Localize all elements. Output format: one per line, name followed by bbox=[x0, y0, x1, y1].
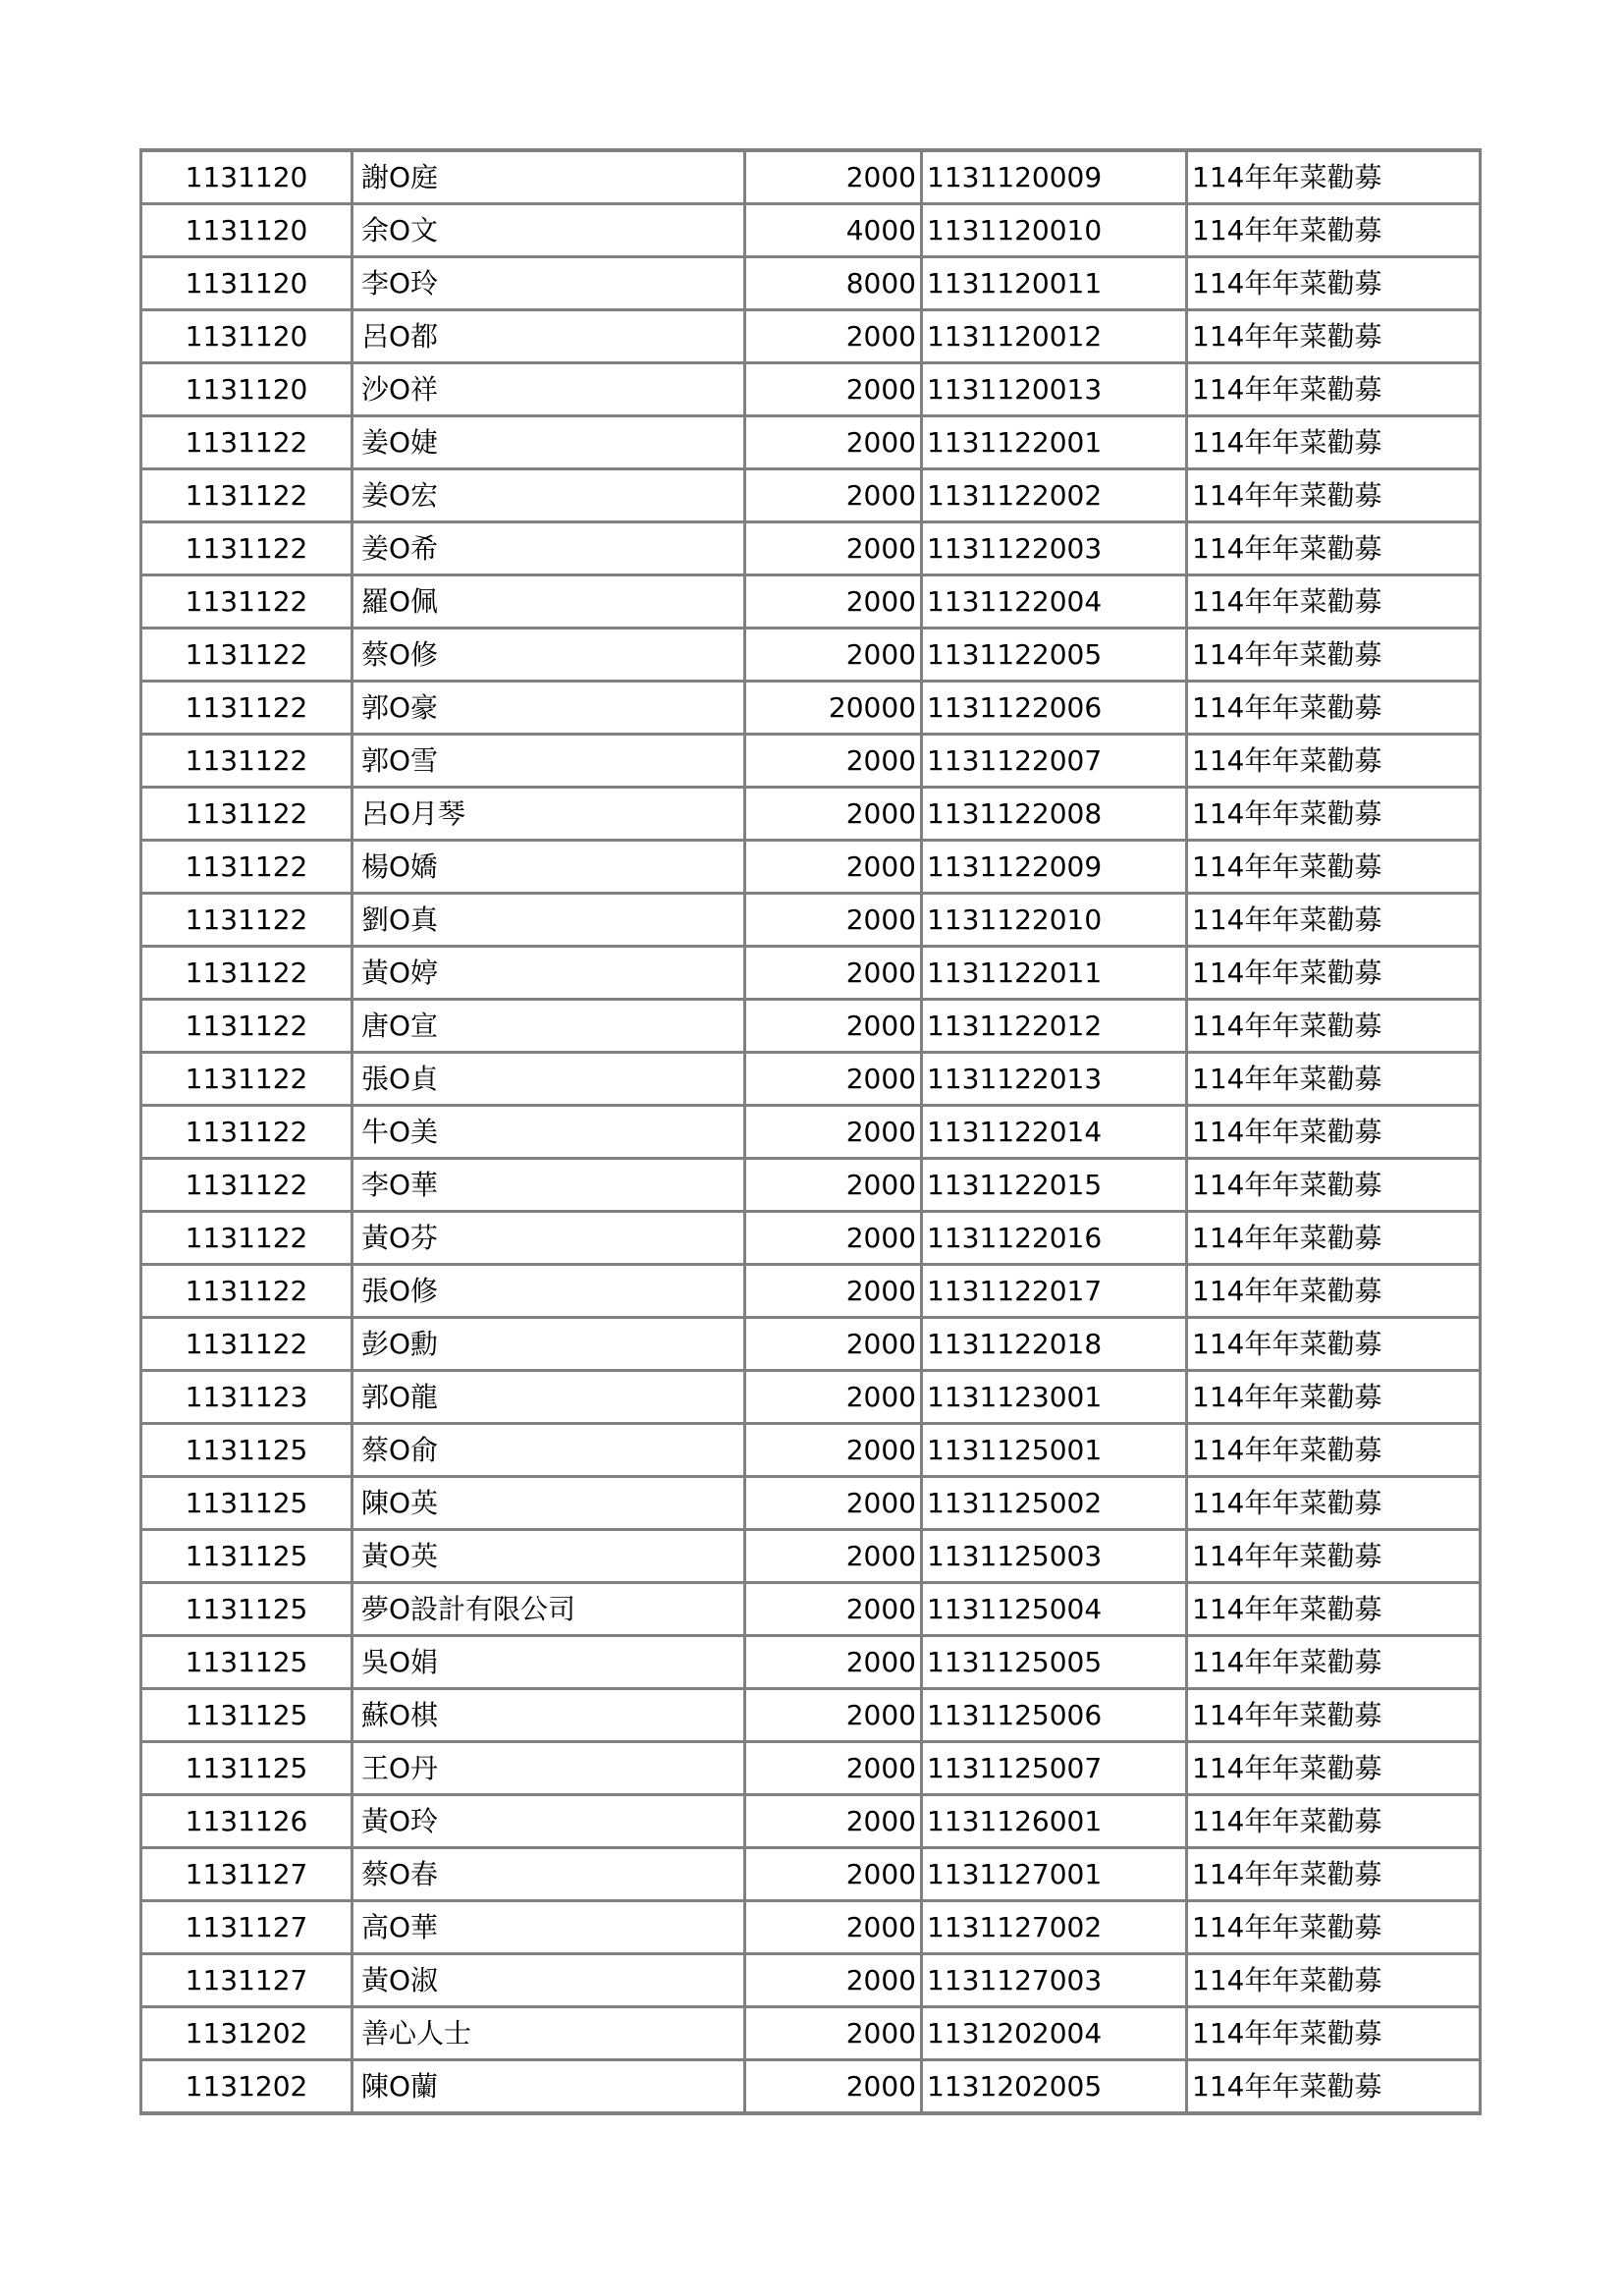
amount-cell: 2000 bbox=[745, 1530, 922, 1583]
date-cell: 1131127 bbox=[141, 1954, 352, 2007]
donor-name-cell: 吳O娟 bbox=[352, 1636, 745, 1689]
amount-cell: 2000 bbox=[745, 1901, 922, 1954]
date-cell: 1131122 bbox=[141, 1106, 352, 1159]
donor-name-cell: 郭O雪 bbox=[352, 735, 745, 788]
purpose-cell: 114年年菜勸募 bbox=[1187, 1636, 1481, 1689]
donor-name-cell: 李O玲 bbox=[352, 257, 745, 310]
donor-name-cell: 劉O真 bbox=[352, 894, 745, 947]
table-row bbox=[141, 1000, 1481, 1053]
date-cell: 1131122 bbox=[141, 416, 352, 469]
table-row bbox=[141, 1159, 1481, 1212]
table-row bbox=[141, 894, 1481, 947]
table-row bbox=[141, 1371, 1481, 1424]
date-cell: 1131126 bbox=[141, 1795, 352, 1848]
amount-cell: 2000 bbox=[745, 1212, 922, 1265]
donor-name-cell: 王O丹 bbox=[352, 1742, 745, 1795]
donor-name-cell: 沙O祥 bbox=[352, 363, 745, 416]
purpose-cell: 114年年菜勸募 bbox=[1187, 363, 1481, 416]
receipt-number-cell: 1131122014 bbox=[922, 1106, 1187, 1159]
table-row bbox=[141, 1795, 1481, 1848]
date-cell: 1131202 bbox=[141, 2060, 352, 2114]
amount-cell: 2000 bbox=[745, 1053, 922, 1106]
amount-cell: 2000 bbox=[745, 947, 922, 1000]
donation-table-body bbox=[141, 150, 1481, 2113]
donor-name-cell: 李O華 bbox=[352, 1159, 745, 1212]
table-row bbox=[141, 1106, 1481, 1159]
receipt-number-cell: 1131123001 bbox=[922, 1371, 1187, 1424]
amount-cell: 2000 bbox=[745, 1371, 922, 1424]
table-row bbox=[141, 1901, 1481, 1954]
date-cell: 1131122 bbox=[141, 469, 352, 522]
purpose-cell: 114年年菜勸募 bbox=[1187, 257, 1481, 310]
table-row bbox=[141, 363, 1481, 416]
donor-name-cell: 高O華 bbox=[352, 1901, 745, 1954]
table-row bbox=[141, 469, 1481, 522]
amount-cell: 2000 bbox=[745, 894, 922, 947]
receipt-number-cell: 1131122004 bbox=[922, 575, 1187, 629]
amount-cell: 2000 bbox=[745, 363, 922, 416]
purpose-cell: 114年年菜勸募 bbox=[1187, 788, 1481, 841]
amount-cell: 2000 bbox=[745, 575, 922, 629]
table-row bbox=[141, 522, 1481, 575]
donor-name-cell: 姜O希 bbox=[352, 522, 745, 575]
donor-name-cell: 唐O宣 bbox=[352, 1000, 745, 1053]
purpose-cell: 114年年菜勸募 bbox=[1187, 310, 1481, 363]
purpose-cell: 114年年菜勸募 bbox=[1187, 416, 1481, 469]
date-cell: 1131122 bbox=[141, 788, 352, 841]
receipt-number-cell: 1131122016 bbox=[922, 1212, 1187, 1265]
amount-cell: 4000 bbox=[745, 204, 922, 257]
purpose-cell: 114年年菜勸募 bbox=[1187, 1477, 1481, 1530]
table-row bbox=[141, 1212, 1481, 1265]
date-cell: 1131122 bbox=[141, 629, 352, 682]
donor-name-cell: 郭O龍 bbox=[352, 1371, 745, 1424]
table-row bbox=[141, 841, 1481, 894]
amount-cell: 2000 bbox=[745, 416, 922, 469]
donor-name-cell: 張O修 bbox=[352, 1265, 745, 1318]
receipt-number-cell: 1131120012 bbox=[922, 310, 1187, 363]
donor-name-cell: 謝O庭 bbox=[352, 150, 745, 204]
amount-cell: 2000 bbox=[745, 1795, 922, 1848]
table-row bbox=[141, 682, 1481, 735]
table-row bbox=[141, 416, 1481, 469]
date-cell: 1131122 bbox=[141, 522, 352, 575]
purpose-cell: 114年年菜勸募 bbox=[1187, 1795, 1481, 1848]
amount-cell: 2000 bbox=[745, 1583, 922, 1636]
date-cell: 1131122 bbox=[141, 1159, 352, 1212]
date-cell: 1131122 bbox=[141, 947, 352, 1000]
table-row bbox=[141, 2007, 1481, 2060]
purpose-cell: 114年年菜勸募 bbox=[1187, 1689, 1481, 1742]
donor-name-cell: 黃O芬 bbox=[352, 1212, 745, 1265]
amount-cell: 2000 bbox=[745, 2060, 922, 2114]
purpose-cell: 114年年菜勸募 bbox=[1187, 1742, 1481, 1795]
date-cell: 1131123 bbox=[141, 1371, 352, 1424]
receipt-number-cell: 1131126001 bbox=[922, 1795, 1187, 1848]
amount-cell: 2000 bbox=[745, 1106, 922, 1159]
purpose-cell: 114年年菜勸募 bbox=[1187, 1106, 1481, 1159]
receipt-number-cell: 1131125007 bbox=[922, 1742, 1187, 1795]
receipt-number-cell: 1131125003 bbox=[922, 1530, 1187, 1583]
purpose-cell: 114年年菜勸募 bbox=[1187, 1424, 1481, 1477]
table-row bbox=[141, 629, 1481, 682]
table-row bbox=[141, 2060, 1481, 2114]
amount-cell: 2000 bbox=[745, 735, 922, 788]
date-cell: 1131122 bbox=[141, 575, 352, 629]
amount-cell: 2000 bbox=[745, 1159, 922, 1212]
receipt-number-cell: 1131125005 bbox=[922, 1636, 1187, 1689]
purpose-cell: 114年年菜勸募 bbox=[1187, 1053, 1481, 1106]
table-row bbox=[141, 1424, 1481, 1477]
receipt-number-cell: 1131122005 bbox=[922, 629, 1187, 682]
receipt-number-cell: 1131122008 bbox=[922, 788, 1187, 841]
table-row bbox=[141, 1265, 1481, 1318]
receipt-number-cell: 1131202005 bbox=[922, 2060, 1187, 2114]
date-cell: 1131120 bbox=[141, 150, 352, 204]
receipt-number-cell: 1131127002 bbox=[922, 1901, 1187, 1954]
receipt-number-cell: 1131120009 bbox=[922, 150, 1187, 204]
date-cell: 1131120 bbox=[141, 204, 352, 257]
donor-name-cell: 黃O英 bbox=[352, 1530, 745, 1583]
date-cell: 1131125 bbox=[141, 1583, 352, 1636]
donor-name-cell: 陳O蘭 bbox=[352, 2060, 745, 2114]
amount-cell: 2000 bbox=[745, 788, 922, 841]
date-cell: 1131122 bbox=[141, 1000, 352, 1053]
table-row bbox=[141, 947, 1481, 1000]
purpose-cell: 114年年菜勸募 bbox=[1187, 1212, 1481, 1265]
donor-name-cell: 呂O月琴 bbox=[352, 788, 745, 841]
table-row bbox=[141, 1742, 1481, 1795]
donor-name-cell: 羅O佩 bbox=[352, 575, 745, 629]
purpose-cell: 114年年菜勸募 bbox=[1187, 150, 1481, 204]
purpose-cell: 114年年菜勸募 bbox=[1187, 894, 1481, 947]
date-cell: 1131127 bbox=[141, 1901, 352, 1954]
receipt-number-cell: 1131122003 bbox=[922, 522, 1187, 575]
amount-cell: 2000 bbox=[745, 1742, 922, 1795]
receipt-number-cell: 1131122010 bbox=[922, 894, 1187, 947]
receipt-number-cell: 1131122009 bbox=[922, 841, 1187, 894]
purpose-cell: 114年年菜勸募 bbox=[1187, 1530, 1481, 1583]
purpose-cell: 114年年菜勸募 bbox=[1187, 1848, 1481, 1901]
donor-name-cell: 黃O玲 bbox=[352, 1795, 745, 1848]
table-row bbox=[141, 1530, 1481, 1583]
donor-name-cell: 夢O設計有限公司 bbox=[352, 1583, 745, 1636]
purpose-cell: 114年年菜勸募 bbox=[1187, 522, 1481, 575]
table-row bbox=[141, 150, 1481, 204]
purpose-cell: 114年年菜勸募 bbox=[1187, 2007, 1481, 2060]
donor-name-cell: 余O文 bbox=[352, 204, 745, 257]
receipt-number-cell: 1131122015 bbox=[922, 1159, 1187, 1212]
purpose-cell: 114年年菜勸募 bbox=[1187, 1901, 1481, 1954]
receipt-number-cell: 1131125004 bbox=[922, 1583, 1187, 1636]
amount-cell: 2000 bbox=[745, 1265, 922, 1318]
date-cell: 1131122 bbox=[141, 841, 352, 894]
receipt-number-cell: 1131122012 bbox=[922, 1000, 1187, 1053]
purpose-cell: 114年年菜勸募 bbox=[1187, 1159, 1481, 1212]
receipt-number-cell: 1131122017 bbox=[922, 1265, 1187, 1318]
donor-name-cell: 蔡O俞 bbox=[352, 1424, 745, 1477]
amount-cell: 2000 bbox=[745, 310, 922, 363]
table-row bbox=[141, 1689, 1481, 1742]
donor-name-cell: 黃O淑 bbox=[352, 1954, 745, 2007]
date-cell: 1131120 bbox=[141, 310, 352, 363]
amount-cell: 2000 bbox=[745, 1000, 922, 1053]
date-cell: 1131122 bbox=[141, 1265, 352, 1318]
donor-name-cell: 陳O英 bbox=[352, 1477, 745, 1530]
date-cell: 1131125 bbox=[141, 1530, 352, 1583]
date-cell: 1131125 bbox=[141, 1689, 352, 1742]
receipt-number-cell: 1131120010 bbox=[922, 204, 1187, 257]
purpose-cell: 114年年菜勸募 bbox=[1187, 841, 1481, 894]
amount-cell: 2000 bbox=[745, 150, 922, 204]
receipt-number-cell: 1131122002 bbox=[922, 469, 1187, 522]
purpose-cell: 114年年菜勸募 bbox=[1187, 735, 1481, 788]
donor-name-cell: 張O貞 bbox=[352, 1053, 745, 1106]
purpose-cell: 114年年菜勸募 bbox=[1187, 575, 1481, 629]
table-row bbox=[141, 1318, 1481, 1371]
purpose-cell: 114年年菜勸募 bbox=[1187, 2060, 1481, 2114]
receipt-number-cell: 1131202004 bbox=[922, 2007, 1187, 2060]
date-cell: 1131127 bbox=[141, 1848, 352, 1901]
purpose-cell: 114年年菜勸募 bbox=[1187, 469, 1481, 522]
table-row bbox=[141, 257, 1481, 310]
date-cell: 1131120 bbox=[141, 363, 352, 416]
amount-cell: 2000 bbox=[745, 1318, 922, 1371]
donor-name-cell: 姜O宏 bbox=[352, 469, 745, 522]
donation-table bbox=[139, 148, 1482, 2115]
table-row bbox=[141, 1053, 1481, 1106]
receipt-number-cell: 1131122001 bbox=[922, 416, 1187, 469]
amount-cell: 2000 bbox=[745, 1848, 922, 1901]
date-cell: 1131122 bbox=[141, 1212, 352, 1265]
table-row bbox=[141, 575, 1481, 629]
receipt-number-cell: 1131122013 bbox=[922, 1053, 1187, 1106]
purpose-cell: 114年年菜勸募 bbox=[1187, 682, 1481, 735]
table-row bbox=[141, 204, 1481, 257]
donor-name-cell: 姜O婕 bbox=[352, 416, 745, 469]
donor-name-cell: 蘇O棋 bbox=[352, 1689, 745, 1742]
donor-name-cell: 呂O都 bbox=[352, 310, 745, 363]
donor-name-cell: 善心人士 bbox=[352, 2007, 745, 2060]
amount-cell: 2000 bbox=[745, 1477, 922, 1530]
amount-cell: 2000 bbox=[745, 1636, 922, 1689]
date-cell: 1131125 bbox=[141, 1742, 352, 1795]
receipt-number-cell: 1131122018 bbox=[922, 1318, 1187, 1371]
purpose-cell: 114年年菜勸募 bbox=[1187, 1954, 1481, 2007]
amount-cell: 2000 bbox=[745, 841, 922, 894]
donor-name-cell: 彭O勳 bbox=[352, 1318, 745, 1371]
purpose-cell: 114年年菜勸募 bbox=[1187, 947, 1481, 1000]
amount-cell: 2000 bbox=[745, 1424, 922, 1477]
table-row bbox=[141, 735, 1481, 788]
purpose-cell: 114年年菜勸募 bbox=[1187, 629, 1481, 682]
purpose-cell: 114年年菜勸募 bbox=[1187, 1318, 1481, 1371]
receipt-number-cell: 1131125001 bbox=[922, 1424, 1187, 1477]
amount-cell: 20000 bbox=[745, 682, 922, 735]
date-cell: 1131122 bbox=[141, 1053, 352, 1106]
date-cell: 1131125 bbox=[141, 1424, 352, 1477]
table-row bbox=[141, 1636, 1481, 1689]
amount-cell: 2000 bbox=[745, 469, 922, 522]
amount-cell: 2000 bbox=[745, 1689, 922, 1742]
date-cell: 1131202 bbox=[141, 2007, 352, 2060]
donor-name-cell: 黃O婷 bbox=[352, 947, 745, 1000]
amount-cell: 2000 bbox=[745, 522, 922, 575]
amount-cell: 2000 bbox=[745, 629, 922, 682]
table-row bbox=[141, 1477, 1481, 1530]
receipt-number-cell: 1131122006 bbox=[922, 682, 1187, 735]
purpose-cell: 114年年菜勸募 bbox=[1187, 1265, 1481, 1318]
amount-cell: 2000 bbox=[745, 1954, 922, 2007]
donor-name-cell: 蔡O春 bbox=[352, 1848, 745, 1901]
donor-name-cell: 郭O豪 bbox=[352, 682, 745, 735]
date-cell: 1131122 bbox=[141, 894, 352, 947]
table-row bbox=[141, 788, 1481, 841]
table-row bbox=[141, 310, 1481, 363]
receipt-number-cell: 1131122011 bbox=[922, 947, 1187, 1000]
date-cell: 1131122 bbox=[141, 682, 352, 735]
table-row bbox=[141, 1848, 1481, 1901]
receipt-number-cell: 1131120013 bbox=[922, 363, 1187, 416]
receipt-number-cell: 1131122007 bbox=[922, 735, 1187, 788]
donor-name-cell: 牛O美 bbox=[352, 1106, 745, 1159]
date-cell: 1131122 bbox=[141, 1318, 352, 1371]
receipt-number-cell: 1131125006 bbox=[922, 1689, 1187, 1742]
date-cell: 1131122 bbox=[141, 735, 352, 788]
date-cell: 1131125 bbox=[141, 1477, 352, 1530]
purpose-cell: 114年年菜勸募 bbox=[1187, 1583, 1481, 1636]
donor-name-cell: 楊O嬌 bbox=[352, 841, 745, 894]
table-row bbox=[141, 1954, 1481, 2007]
date-cell: 1131125 bbox=[141, 1636, 352, 1689]
receipt-number-cell: 1131120011 bbox=[922, 257, 1187, 310]
amount-cell: 2000 bbox=[745, 2007, 922, 2060]
receipt-number-cell: 1131127001 bbox=[922, 1848, 1187, 1901]
donor-name-cell: 蔡O修 bbox=[352, 629, 745, 682]
purpose-cell: 114年年菜勸募 bbox=[1187, 204, 1481, 257]
receipt-number-cell: 1131127003 bbox=[922, 1954, 1187, 2007]
purpose-cell: 114年年菜勸募 bbox=[1187, 1000, 1481, 1053]
receipt-number-cell: 1131125002 bbox=[922, 1477, 1187, 1530]
amount-cell: 8000 bbox=[745, 257, 922, 310]
date-cell: 1131120 bbox=[141, 257, 352, 310]
purpose-cell: 114年年菜勸募 bbox=[1187, 1371, 1481, 1424]
table-row bbox=[141, 1583, 1481, 1636]
